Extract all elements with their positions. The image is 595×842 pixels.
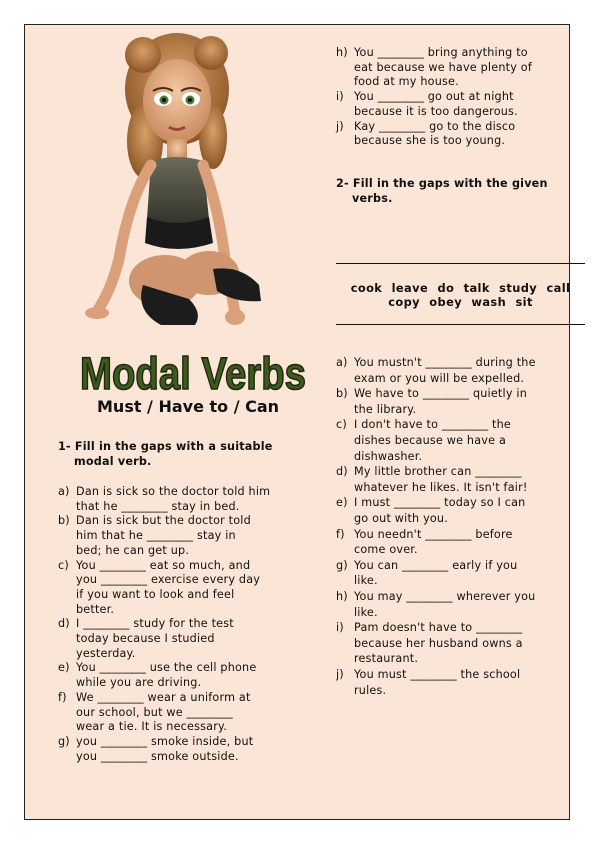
ex2-item-letter: c) (336, 418, 347, 432)
ex1-item-letter: c) (58, 558, 69, 572)
ex2-item-line: You must ________ the school (354, 668, 521, 681)
ex2-item-line: rules. (354, 683, 387, 697)
ex2-item-line: whatever he likes. It isn't fair! (354, 480, 528, 494)
ex2-item-line: You may ________ wherever you (354, 590, 536, 603)
ex1-header-line-1: 1- Fill in the gaps with a suitable (58, 440, 273, 453)
ex2-item-letter: e) (336, 496, 348, 510)
ex1-item-line: him that he ________ stay in (76, 529, 236, 543)
ex2-item-line: dishwasher. (354, 449, 423, 463)
ex1-item-letter: f) (58, 690, 67, 704)
ex1-item-letter: e) (58, 661, 70, 675)
ex1-item-line: wear a tie. It is necessary. (76, 720, 227, 734)
ex1-item-line: Dan is sick but the doctor told (76, 514, 251, 528)
girl-illustration (85, 29, 279, 334)
ex2-item-line: restaurant. (354, 652, 419, 666)
title-art (77, 349, 309, 397)
ex1-item-line: We ________ wear a uniform at (76, 690, 251, 704)
ex1-item-line: better. (76, 602, 115, 616)
ex2-item-line: You needn't ________ before (354, 527, 513, 541)
ex2-item-line: We have to ________ quietly in (354, 387, 527, 401)
ex1-item-line: because she is too young. (354, 134, 506, 148)
ex2-item-letter: i) (336, 621, 344, 635)
ex2-item-letter: f) (336, 527, 345, 541)
ex1-item-line: today because I studied (76, 632, 215, 645)
worksheet-page (24, 24, 570, 820)
worksheet-title: Modal Verbs (80, 349, 306, 397)
ex1-item-letter: d) (58, 617, 70, 631)
ex2-item-line: My little brother can ________ (354, 465, 522, 479)
ex2-item-letter: b) (336, 387, 348, 401)
ex2-item-letter: h) (336, 590, 348, 603)
ex1-item-line: while you are driving. (76, 676, 202, 690)
ex1-item-letter: g) (58, 734, 70, 748)
ex2-item-letter: a) (336, 356, 348, 369)
ex2-item-letter: g) (336, 558, 348, 572)
ex1-item-line: Kay ________ go to the disco (354, 119, 516, 133)
ex2-item-line: like. (354, 574, 378, 588)
ex1-item-line: You ________ use the cell phone (76, 661, 257, 675)
ex1-item-line: You ________ eat so much, and (76, 558, 251, 572)
ex2-item-line: You mustn't ________ during the (354, 356, 536, 369)
ex2-item-letter: d) (336, 465, 348, 479)
ex1-item-line: because it is too dangerous. (354, 104, 518, 118)
ex1-item-letter: a) (58, 485, 70, 498)
ex1-item-line: Dan is sick so the doctor told him (76, 485, 271, 498)
ex1-item-line: You ________ go out at night (354, 90, 514, 104)
ex1-item-line: our school, but we ________ (76, 705, 233, 719)
ex2-item-letter: j) (336, 668, 344, 681)
ex1-item-line: that he ________ stay in bed. (76, 499, 240, 513)
ex1-item-line: you ________ smoke outside. (76, 749, 239, 763)
ex1-item-letter: i) (336, 90, 344, 104)
ex2-header-line-1: 2- Fill in the gaps with the given (336, 177, 548, 190)
ex2-item-line: You can ________ early if you (354, 558, 518, 572)
ex1-item-letter: h) (336, 46, 348, 59)
ex1-header-line-2: modal verb. (74, 455, 152, 468)
ex2-item-line: I must ________ today so I can (354, 496, 526, 510)
verb-list-line-1: cook leave do talk study call (350, 281, 571, 295)
ex1-item-line: you ________ exercise every day (76, 573, 261, 587)
verb-list-line-2: copy obey wash sit (388, 295, 533, 309)
ex1-item-line: You ________ bring anything to (354, 46, 528, 59)
ex2-item-line: come over. (354, 543, 418, 557)
ex1-item-line: you ________ smoke inside, but (76, 734, 254, 748)
ex2-item-line: the library. (354, 402, 417, 416)
ex1-item-line: yesterday. (76, 646, 136, 660)
ex2-header-line-2: verbs. (352, 192, 393, 205)
ex2-item-line: exam or you will be expelled. (354, 371, 525, 385)
worksheet-subtitle: Must / Have to / Can (97, 397, 280, 416)
ex1-item-letter: b) (58, 514, 70, 528)
verb-box-top-rule (336, 263, 585, 264)
ex1-item-line: bed; he can get up. (76, 543, 190, 557)
ex1-item-line: if you want to look and feel (76, 587, 235, 601)
ex2-item-line: dishes because we have a (354, 434, 506, 447)
ex1-item-line: I ________ study for the test (76, 617, 234, 631)
ex1-item-line: eat because we have plenty of (354, 60, 532, 74)
ex1-item-line: food at my house. (354, 75, 459, 89)
ex2-item-line: Pam doesn't have to ________ (354, 621, 523, 635)
ex2-item-line: go out with you. (354, 512, 448, 525)
ex2-item-line: I don't have to ________ the (354, 418, 511, 432)
ex2-item-line: like. (354, 605, 378, 619)
verb-box-bottom-rule (336, 324, 585, 325)
ex1-item-letter: j) (336, 119, 344, 133)
ex2-item-line: because her husband owns a (354, 636, 523, 650)
